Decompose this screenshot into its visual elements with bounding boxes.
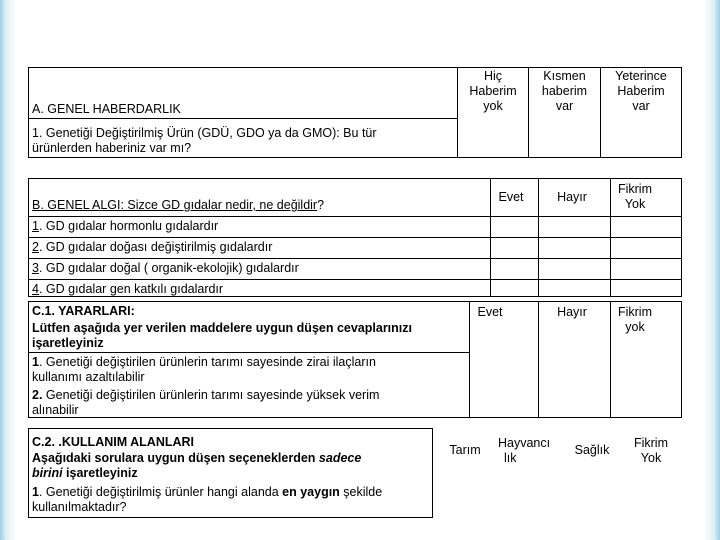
statement-b2: 2. GD gıdalar doğası değiştirilmiş gıdalardır xyxy=(32,240,273,254)
answer-cell-a1-full[interactable] xyxy=(601,120,681,157)
question-a1: 1. Genetiği Değiştirilmiş Ürün (GDÜ, GDO ya da GMO): Bu tür ürünlerden haberiniz var mı? xyxy=(32,126,377,155)
col-header-yes-b: Evet xyxy=(498,190,524,204)
option-health[interactable]: Sağlık xyxy=(574,443,610,457)
section-c2-instruction: Aşağıdaki sorulara uygun düşen seçeneklerden sadece birini işaretleyiniz xyxy=(32,451,362,480)
col-header-full-awareness: Yeterince Haberim var xyxy=(615,69,667,113)
section-c1-title: C.1. YARARLARI: xyxy=(32,304,135,318)
section-c2-title: C.2. .KULLANIM ALANLARI xyxy=(32,435,195,449)
answer-cell-a1-partial[interactable] xyxy=(529,120,600,157)
col-header-no-c1: Hayır xyxy=(557,305,587,319)
section-a-title: A. GENEL HABERDARLIK xyxy=(32,102,181,116)
section-b-row-divider-4 xyxy=(28,279,682,280)
col-header-yes-c1: Evet xyxy=(477,305,503,319)
option-no-opinion[interactable]: Fikrim Yok xyxy=(633,436,668,465)
section-a-divider xyxy=(28,118,458,119)
section-c1-instruction: Lütfen aşağıda yer verilen maddelere uygun düşen cevaplarınızı işaretleyiniz xyxy=(32,321,412,350)
section-b-row-divider-3 xyxy=(28,258,682,259)
section-b-title: B. GENEL ALGI: Sizce GD gıdalar nedir, ne değildir? xyxy=(32,198,325,212)
col-header-partial-awareness: Kısmen haberim var xyxy=(541,69,588,113)
question-c2-1: 1. Genetiği değiştirilmiş ürünler hangi alanda en yaygın şekilde kullanılmaktadır? xyxy=(32,485,383,514)
section-b-row-divider-1 xyxy=(28,216,682,217)
section-b-row-divider-2 xyxy=(28,237,682,238)
col-header-opinion-b: Fikrim Yok xyxy=(617,182,652,211)
statement-b1: 1. GD gıdalar hormonlu gıdalardır xyxy=(32,219,219,233)
statement-b4: 4. GD gıdalar gen katkılı gıdalardır xyxy=(32,282,224,296)
section-c1-row-divider xyxy=(28,352,469,353)
option-animal-husbandry[interactable]: Hayvancı lık xyxy=(498,436,551,465)
statement-c1-2: 2. Genetiği değiştirilen ürünlerin tarımı sayesinde yüksek verim alınabilir xyxy=(32,388,380,417)
statement-b3: 3. GD gıdalar doğal ( organik-ekolojik) gıdalardır xyxy=(32,261,299,275)
statement-c1-1: 1. Genetiği değiştirilen ürünlerin tarımı sayesinde zirai ilaçların kullanımı azaltılabilir xyxy=(32,355,376,384)
option-agriculture[interactable]: Tarım xyxy=(449,443,481,457)
answer-cell-a1-no[interactable] xyxy=(458,120,528,157)
col-header-no-b: Hayır xyxy=(557,190,587,204)
col-header-no-awareness: Hiç Haberim yok xyxy=(469,69,517,113)
col-header-opinion-c1: Fikrim yok xyxy=(617,305,652,334)
